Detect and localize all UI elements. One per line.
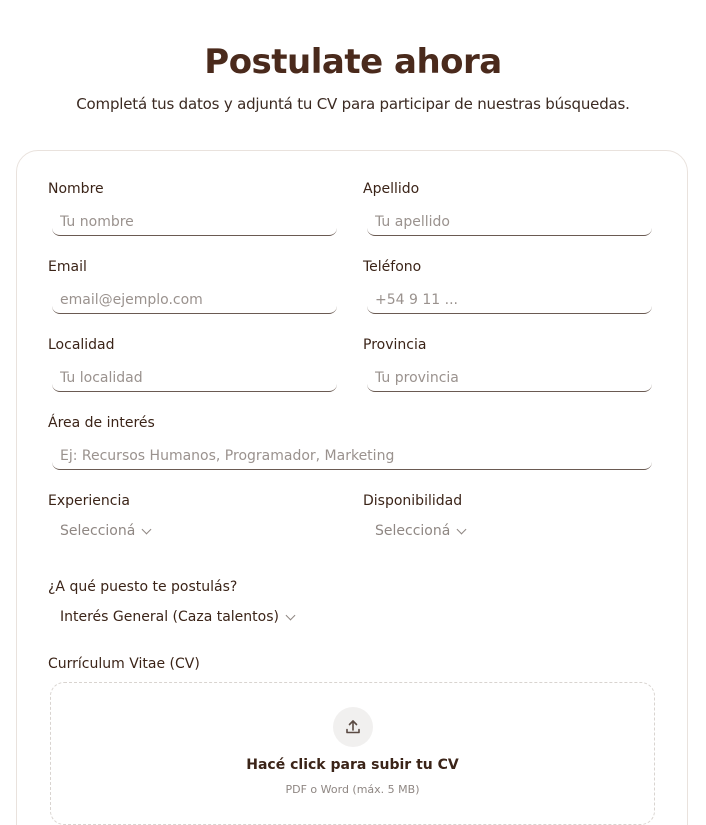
disponibilidad-value: Seleccioná [375,523,451,539]
area-label: Área de interés [48,415,155,431]
provincia-input[interactable] [375,370,652,386]
apellido-input[interactable] [375,214,652,230]
telefono-label: Teléfono [363,259,422,275]
area-input[interactable] [60,448,652,464]
telefono-field[interactable] [367,286,652,314]
area-field[interactable] [52,442,652,470]
email-field[interactable] [52,286,337,314]
nombre-input[interactable] [60,214,337,230]
experiencia-label: Experiencia [48,493,130,509]
experiencia-select[interactable] [60,523,150,539]
page-title: Postulate ahora [204,42,502,82]
disponibilidad-label: Disponibilidad [363,493,463,509]
puesto-select[interactable] [60,609,294,625]
cv-label: Currículum Vitae (CV) [48,656,200,672]
chevron-down-icon [457,524,467,534]
experiencia-value: Seleccioná [60,523,136,539]
provincia-label: Provincia [363,337,427,353]
puesto-label: ¿A qué puesto te postulás? [48,579,238,595]
cv-upload-dropzone[interactable] [50,682,655,825]
provincia-field[interactable] [367,364,652,392]
nombre-label: Nombre [48,181,104,197]
chevron-down-icon [142,524,152,534]
nombre-field[interactable] [52,208,337,236]
disponibilidad-select[interactable] [375,523,465,539]
apellido-field[interactable] [367,208,652,236]
localidad-input[interactable] [60,370,337,386]
email-label: Email [48,259,87,275]
upload-hint: PDF o Word (máx. 5 MB) [285,783,420,796]
localidad-label: Localidad [48,337,115,353]
telefono-input[interactable] [375,292,652,308]
upload-title: Hacé click para subir tu CV [246,757,459,773]
localidad-field[interactable] [52,364,337,392]
upload-icon [333,707,373,747]
email-input[interactable] [60,292,337,308]
chevron-down-icon [286,610,296,620]
puesto-value: Interés General (Caza talentos) [60,609,279,625]
page-subtitle: Completá tus datos y adjuntá tu CV para participar de nuestras búsquedas. [76,95,630,113]
apellido-label: Apellido [363,181,420,197]
